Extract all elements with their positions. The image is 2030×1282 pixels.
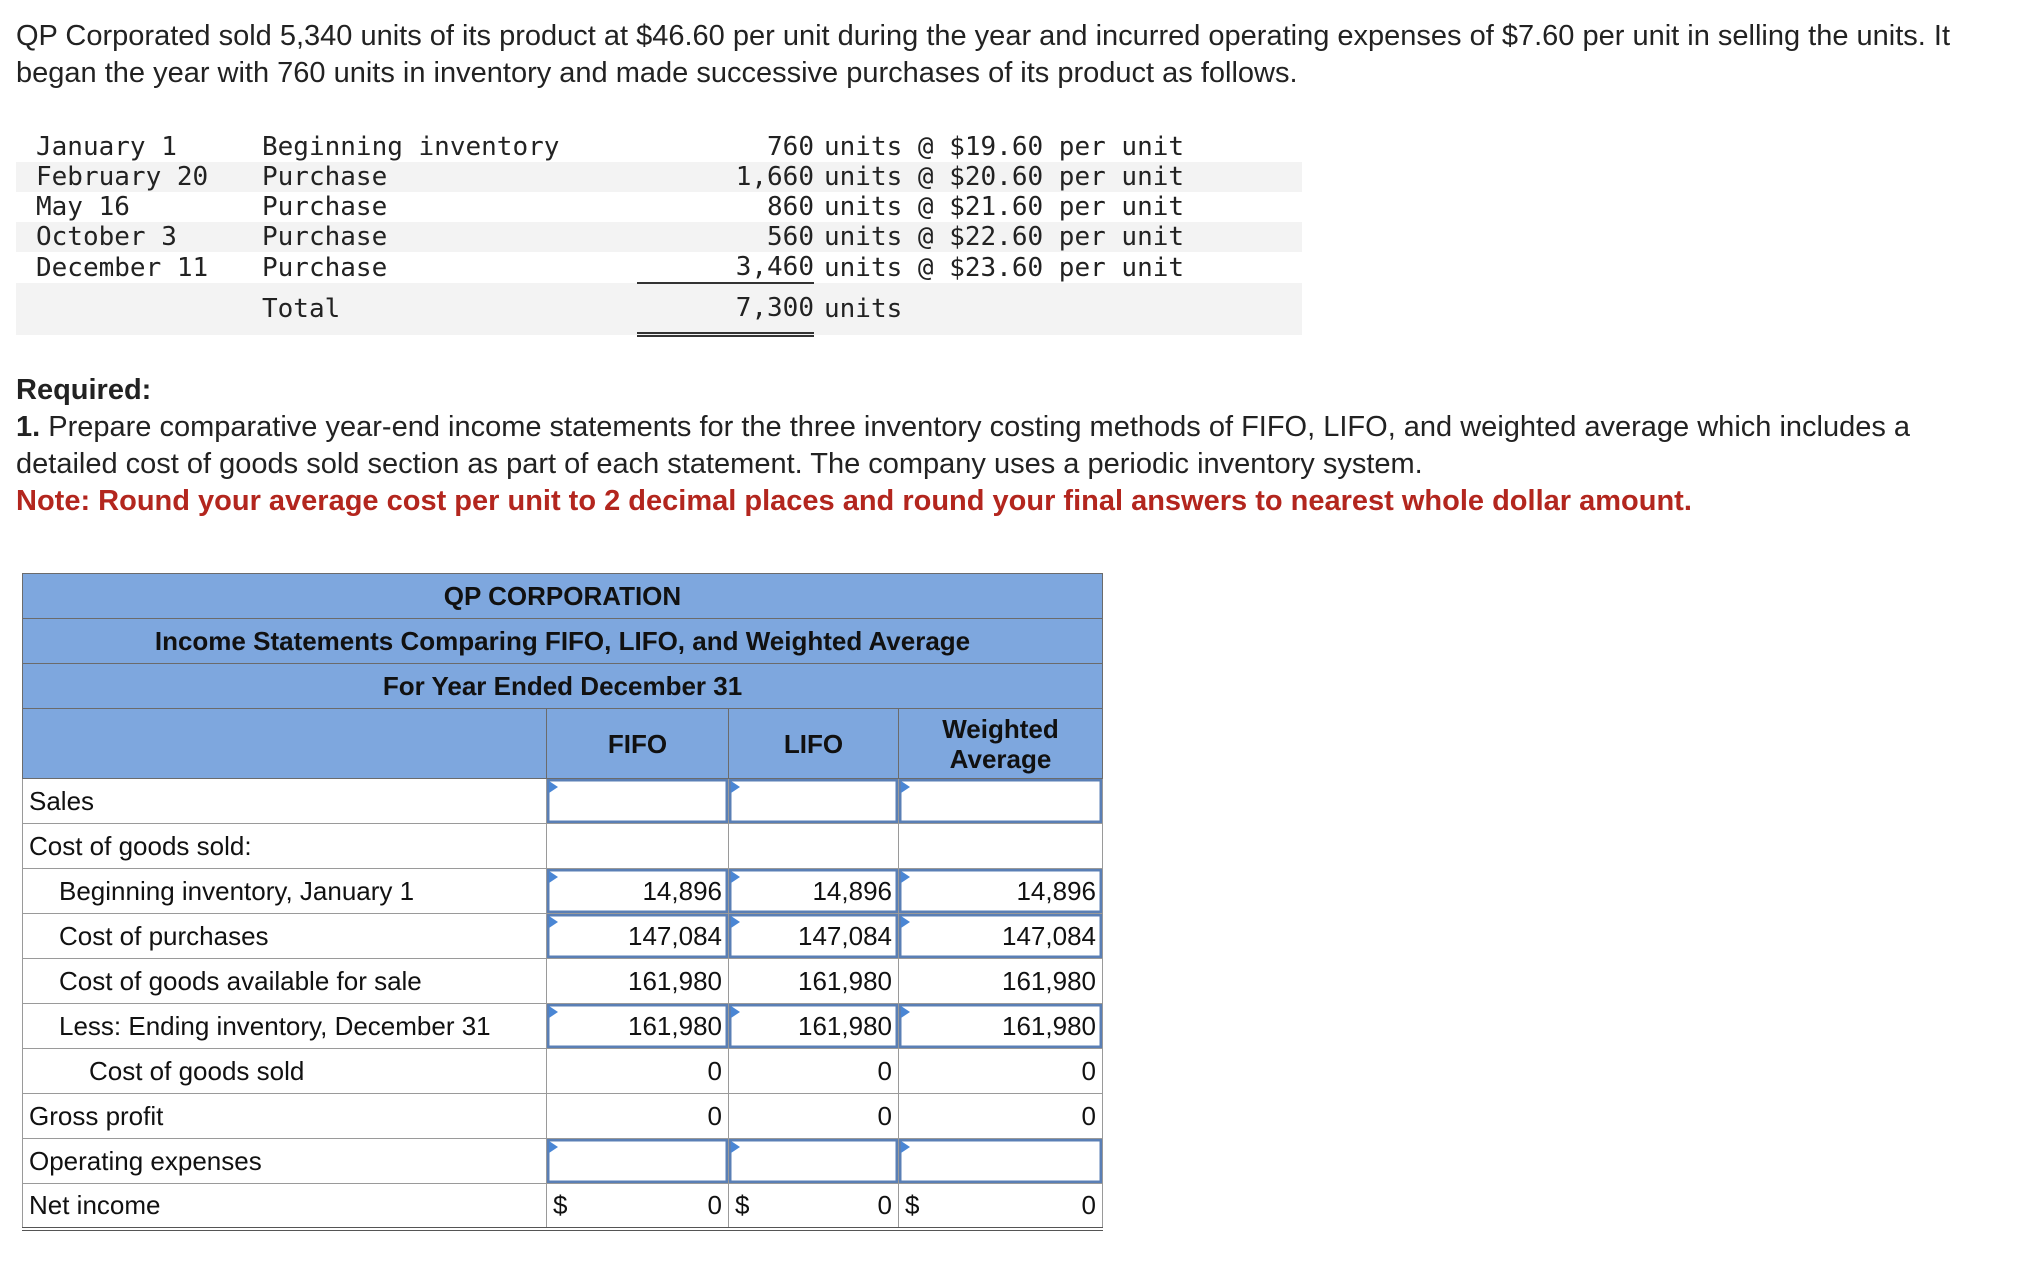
sales-fifo-input[interactable] — [547, 779, 729, 824]
required-section — [16, 372, 1976, 520]
sales-wa-input[interactable] — [899, 779, 1103, 824]
cogs-header-label: Cost of goods sold: — [23, 824, 547, 869]
statement-header-row — [23, 664, 1103, 709]
purchase-cost: units @ $20.60 per unit — [814, 162, 1302, 192]
income-statement-table — [22, 573, 1103, 1231]
ending-lifo-input[interactable]: 161,980 — [729, 1004, 899, 1049]
sales-label: Sales — [23, 779, 547, 824]
net-lifo-cell — [729, 1184, 899, 1229]
cogs-label: Cost of goods sold — [23, 1049, 547, 1094]
purchase-qty: 560 — [637, 222, 814, 252]
statement-header-row — [23, 574, 1103, 619]
available-wa-value: 161,980 — [899, 959, 1103, 1004]
ending-wa-input[interactable]: 161,980 — [899, 1004, 1103, 1049]
purchase-row — [16, 252, 1302, 283]
available-lifo-value: 161,980 — [729, 959, 899, 1004]
cogs-lifo-value: 0 — [729, 1049, 899, 1094]
problem-intro: QP Corporated sold 5,340 units of its product at $46.60 per unit during the year and incurred operating expenses of $7.60 per unit in selling the units. It began the year with 760 units in inventory and made successive purchases of its product as follows. — [16, 20, 1951, 89]
beginning-wa-input[interactable]: 14,896 — [899, 869, 1103, 914]
goods-available-label: Cost of goods available for sale — [23, 959, 547, 1004]
purchase-row — [16, 192, 1302, 222]
opex-wa-input[interactable] — [899, 1139, 1103, 1184]
purchase-qty: 3,460 — [637, 252, 814, 283]
required-item — [16, 409, 1976, 483]
purchase-qty: 760 — [767, 132, 814, 162]
goods-available-row — [23, 959, 1103, 1004]
currency-symbol: $ — [735, 1189, 750, 1220]
purchase-row — [16, 222, 1302, 252]
ending-fifo-input[interactable]: 161,980 — [547, 1004, 729, 1049]
purchase-date: October 3 — [16, 222, 262, 252]
purchase-qty: 860 — [767, 192, 814, 222]
col-header-lifo: LIFO — [729, 709, 899, 779]
purchases-lifo-input[interactable]: 147,084 — [729, 914, 899, 959]
gross-fifo-value: 0 — [547, 1094, 729, 1139]
purchases-table — [16, 132, 1302, 337]
purchase-row — [16, 132, 1302, 162]
net-income-label: Net income — [23, 1184, 547, 1229]
purchase-total-row — [16, 283, 1302, 335]
opex-fifo-input[interactable] — [547, 1139, 729, 1184]
operating-expenses-label: Operating expenses — [23, 1139, 547, 1184]
purchase-cost: units @ $19.60 per unit — [824, 132, 1185, 162]
currency-symbol: $ — [553, 1189, 568, 1220]
purchase-date: February 20 — [16, 162, 262, 192]
gross-wa-value: 0 — [899, 1094, 1103, 1139]
cogs-header-row — [23, 824, 1103, 869]
rounding-note: Note: Round your average cost per unit to 2 decimal places and round your final answers to nearest whole dollar amount. — [16, 485, 1692, 517]
cogs-row — [23, 1049, 1103, 1094]
net-fifo-value: 0 — [707, 1189, 722, 1220]
purchase-total-units: units — [814, 283, 1302, 335]
beginning-inventory-row — [23, 869, 1103, 914]
col-header-weighted-average: Weighted Average — [899, 709, 1103, 779]
gross-profit-label: Gross profit — [23, 1094, 547, 1139]
sales-row — [23, 779, 1103, 824]
purchase-row — [16, 162, 1302, 192]
required-item-number: 1. — [16, 411, 41, 443]
purchase-date: December 11 — [36, 252, 209, 283]
available-fifo-value: 161,980 — [547, 959, 729, 1004]
purchase-desc: Purchase — [262, 192, 388, 222]
net-wa-value: 0 — [1081, 1189, 1096, 1220]
net-fifo-cell — [547, 1184, 729, 1229]
purchase-cost: units @ $23.60 per unit — [824, 252, 1185, 283]
statement-header-row — [23, 619, 1103, 664]
purchase-cost: units @ $22.60 per unit — [814, 222, 1302, 252]
col-header-fifo: FIFO — [547, 709, 729, 779]
purchase-desc: Beginning inventory — [262, 132, 560, 162]
opex-lifo-input[interactable] — [729, 1139, 899, 1184]
purchase-total-qty: 7,300 — [637, 283, 814, 335]
gross-lifo-value: 0 — [729, 1094, 899, 1139]
purchase-date: January 1 — [36, 132, 177, 162]
ending-inventory-label: Less: Ending inventory, December 31 — [23, 1004, 547, 1049]
ending-inventory-row — [23, 1004, 1103, 1049]
net-wa-cell — [899, 1184, 1103, 1229]
purchase-date: May 16 — [36, 192, 130, 222]
gross-profit-row — [23, 1094, 1103, 1139]
purchase-desc: Purchase — [262, 222, 637, 252]
purchase-desc: Purchase — [262, 252, 388, 283]
beginning-lifo-input[interactable]: 14,896 — [729, 869, 899, 914]
beginning-inventory-label: Beginning inventory, January 1 — [23, 869, 547, 914]
beginning-fifo-input[interactable]: 14,896 — [547, 869, 729, 914]
cost-of-purchases-row — [23, 914, 1103, 959]
cogs-wa-value: 0 — [899, 1049, 1103, 1094]
currency-symbol: $ — [905, 1189, 920, 1220]
purchase-qty: 1,660 — [637, 162, 814, 192]
statement-title: Income Statements Comparing FIFO, LIFO, and Weighted Average — [23, 619, 1103, 664]
sales-lifo-input[interactable] — [729, 779, 899, 824]
cogs-fifo-value: 0 — [547, 1049, 729, 1094]
operating-expenses-row — [23, 1139, 1103, 1184]
statement-period: For Year Ended December 31 — [23, 664, 1103, 709]
net-income-row — [23, 1184, 1103, 1229]
cost-of-purchases-label: Cost of purchases — [23, 914, 547, 959]
purchase-desc: Purchase — [262, 162, 637, 192]
purchases-fifo-input[interactable]: 147,084 — [547, 914, 729, 959]
purchase-total-label: Total — [262, 283, 637, 335]
required-item-text: Prepare comparative year-end income statements for the three inventory costing methods of FIFO, LIFO, and weighted average which includes a detailed cost of goods sold section as part of each statement. The company uses a periodic inventory system. — [16, 411, 1911, 480]
purchases-wa-input[interactable]: 147,084 — [899, 914, 1103, 959]
required-title: Required: — [16, 374, 152, 406]
column-header-row — [23, 709, 1103, 779]
purchase-cost: units @ $21.60 per unit — [824, 192, 1185, 222]
net-lifo-value: 0 — [877, 1189, 892, 1220]
company-name: QP CORPORATION — [23, 574, 1103, 619]
